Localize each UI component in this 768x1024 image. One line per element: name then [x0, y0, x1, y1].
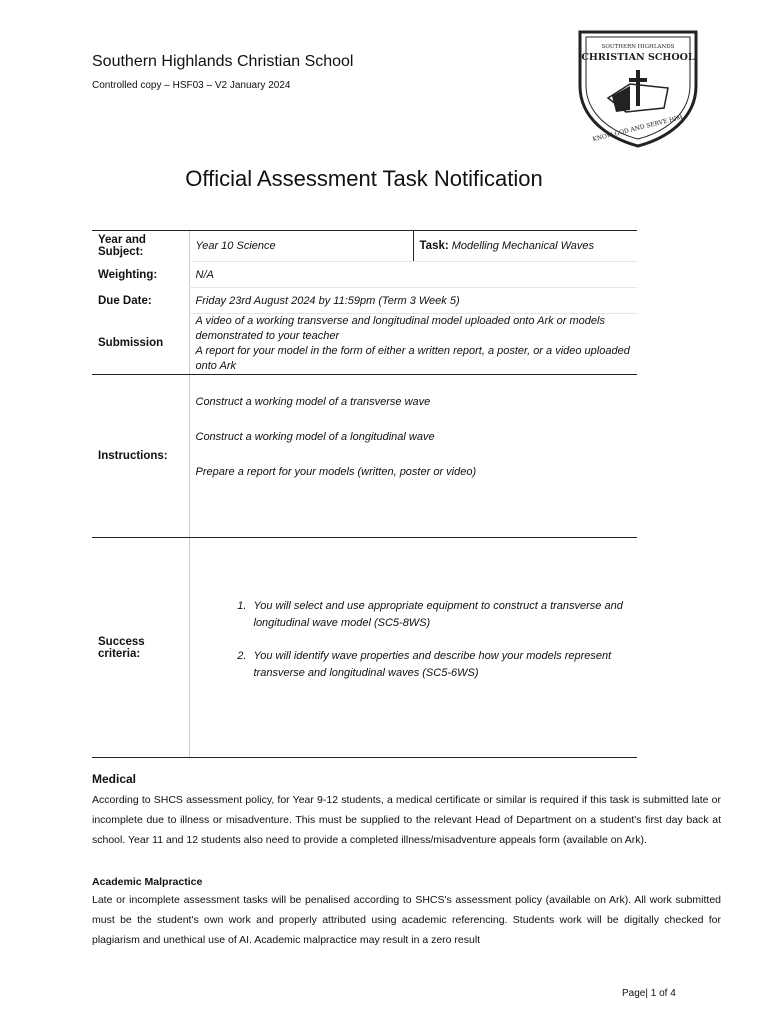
submission-label: Submission — [92, 314, 189, 375]
logo-motto: KNOW GOD AND SERVE HIM — [591, 113, 684, 144]
controlled-copy-label: Controlled copy – HSF03 – V2 January 2024 — [92, 80, 291, 91]
task-value: Modelling Mechanical Waves — [451, 240, 595, 252]
page-number: Page| 1 of 4 — [622, 988, 676, 999]
submission-line: A video of a working transverse and longitudinal model uploaded onto Ark or models demonstrated to your teacher — [195, 315, 605, 342]
school-name: Southern Highlands Christian School — [92, 53, 354, 70]
criteria-item: 2. You will identify wave properties and describe how your models represent transverse and longitudinal waves (SC5-6WS) — [250, 648, 632, 682]
medical-section — [92, 772, 721, 850]
instructions-value — [189, 375, 637, 538]
task-details-table — [92, 230, 637, 758]
instructions-label: Instructions: — [92, 375, 189, 538]
instruction-item: Construct a working model of a transverse wave — [195, 396, 431, 408]
submission-line: A report for your model in the form of either a written report, a poster, or a video uploaded onto Ark — [195, 345, 630, 372]
success-criteria-value — [189, 538, 637, 758]
page-title: Official Assessment Task Notification — [185, 166, 543, 191]
due-date-value: Friday 23rd August 2024 by 11:59pm (Term 3 Week 5) — [189, 288, 637, 314]
malpractice-section — [92, 876, 721, 950]
logo-main-text: CHRISTIAN SCHOOL — [581, 52, 695, 63]
medical-heading: Medical — [92, 772, 137, 786]
year-subject-value: Year 10 Science — [189, 231, 413, 262]
instruction-item: Prepare a report for your models (written, poster or video) — [195, 466, 477, 478]
criteria-item: 1. You will select and use appropriate equipment to construct a transverse and longitudinal wave model (SC5-8WS) — [250, 598, 632, 632]
malpractice-heading: Academic Malpractice — [92, 876, 203, 888]
due-date-label: Due Date: — [98, 294, 152, 307]
year-subject-label: Year and Subject: — [92, 231, 189, 262]
school-crest-logo — [568, 26, 708, 148]
medical-text: According to SHCS assessment policy, for Year 9-12 students, a medical certificate or similar is required if this task is submitted late or incomplete due to illness or misadventure. This must be supplied to the relevant Head of Department on a student's first day back at school. Year 11 and 12 students also need to provide a completed illness/misadventure appeals form (available on Ark). — [92, 794, 721, 846]
submission-value — [189, 314, 637, 375]
task-label: Task: — [419, 240, 449, 252]
weighting-value: N/A — [189, 262, 637, 288]
instruction-item: Construct a working model of a longitudinal wave — [195, 431, 435, 443]
logo-top-text: SOUTHERN HIGHLANDS — [601, 44, 675, 50]
malpractice-text: Late or incomplete assessment tasks will be penalised according to SHCS's assessment policy (available on Ark). All work submitted must be the student's own work and properly attributed using academic referencing. Students work will be digitally checked for plagiarism and unethical use of AI. Academic malpractice may result in a zero result — [92, 894, 721, 946]
task-cell — [413, 231, 637, 262]
weighting-label: Weighting: — [98, 268, 158, 281]
success-criteria-label: Success criteria: — [92, 538, 189, 758]
